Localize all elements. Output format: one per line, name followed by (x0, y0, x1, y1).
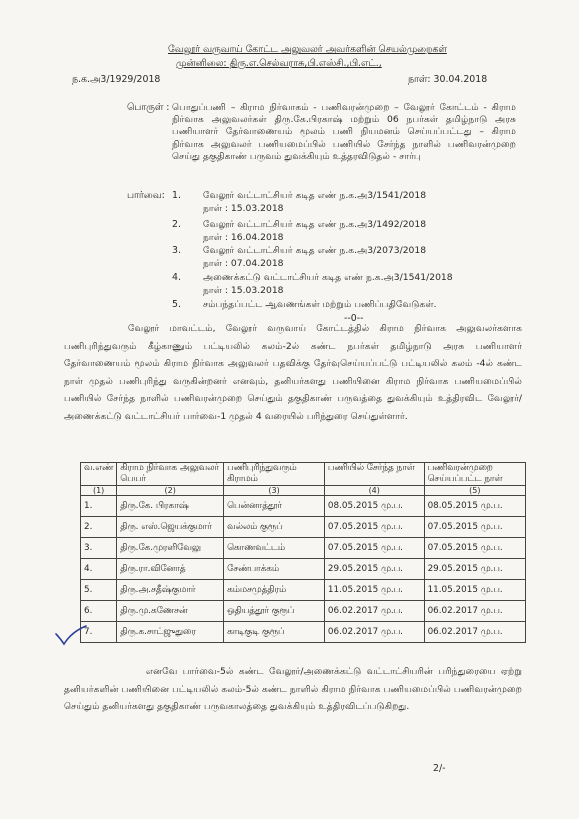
table-cell: 29.05.2015 மு.ப. (424, 559, 525, 580)
table-row (81, 622, 526, 643)
table-cell: சேண்பாக்கம் (224, 559, 325, 580)
table-cell: திரு.ரா.வினோத் (117, 559, 224, 580)
table-cell: 11.05.2015 மு.ப. (424, 580, 525, 601)
table-cell: திரு.அ.சதீஷ்குமார் (117, 580, 224, 601)
table-cell: 3. (81, 538, 117, 559)
table-row (81, 580, 526, 601)
reference-line: அணைக்கட்டு வட்டாட்சியர் கடித எண் ந.க.அ3/1541/2018 (203, 272, 453, 283)
table-row (81, 538, 526, 559)
column-header: பணிவரன்முறை செய்யப்பட்ட நாள் (424, 463, 525, 486)
reference-number: 5. (172, 299, 181, 310)
column-header: வ.எண் (81, 463, 117, 486)
table-cell: வல்லம் குரூப் (224, 517, 325, 538)
column-number: (3) (224, 486, 325, 496)
subject-text: பொதுப்பணி – கிராம நிர்வாகம் - பணிவரன்முறை – வேலூர் கோட்டம் - கிராம நிர்வாக அலுவலர்கள் திரு.கே.பிரகாஷ் மற்றும் 06 நபர்கள் தமிழ்நாடு அரசு பணியாளர் தேர்வாணையம் மூலம் பணி நியமனம் செய்யப்பட்டது – கிராம நிர்வாக அலுவலர் பணியமைப்பில் பணியில் சேர்ந்த நாளில் பணிவரன்முறை செய்து தகுதிகாண் பருவம் துவக்கியும் உத்தரவிடுதல் - சார்பு (172, 102, 516, 162)
table-cell: திரு.கே.முரளிவேலு (117, 538, 224, 559)
reference-number: 1. (172, 190, 181, 201)
table-cell: காடிகுடி குரூப் (224, 622, 325, 643)
table-cell: 08.05.2015 மு.ப. (324, 496, 424, 517)
table-cell: 06.02.2017 மு.ப. (424, 622, 525, 643)
table-cell: திரு.கே. பிரகாஷ் (117, 496, 224, 517)
table-cell: பென்னாத்தூர் (224, 496, 325, 517)
table-row (81, 496, 526, 517)
closing-paragraph: எனவே பார்வை-5ல் கண்ட வேலூர்/அணைக்கட்டு வட்டாட்சியரின் பரிந்துரையை ஏற்று தனியர்களின் பணியினை பட்டியலில் கலம்-5ல் கண்ட நாளில் கிராம நிர்வாக பணியமைப்பில் பணிவரன்முறை செய்தும் தனியர்களது தகுதிகாண் பருவகாலத்தை துவக்கியும் உத்திரவிடப்படுகிறது. (64, 666, 522, 713)
table-cell: கொணவட்டம் (224, 538, 325, 559)
reference-date: நாள் : 15.03.2018 (203, 203, 284, 214)
table-row (81, 559, 526, 580)
reference-line: வேலூர் வட்டாட்சியர் கடித எண் ந.க.அ3/2073/2018 (203, 245, 427, 256)
file-number: ந.க.அ3/1929/2018 (72, 74, 161, 85)
table-cell: ஒதியத்தூர் குரூப் (224, 601, 325, 622)
table-row (81, 601, 526, 622)
table-cell: 11.05.2015 மு.ப. (324, 580, 424, 601)
table-cell: 06.02.2017 மு.ப. (424, 601, 525, 622)
body-paragraph: வேலூர் மாவட்டம், வேலூர் வருவாய் கோட்டத்தில் கிராம நிர்வாக அலுவலர்களாக பணிபுரிந்துவரும் கீழ்காணும் பட்டியலில் கலம்-2ல் கண்ட நபர்கள் தமிழ்நாடு அரசு பணியாளர் தேர்வாணையம் மூலம் கிராம நிர்வாக அலுவலர் பதவிக்கு தேர்வுசெய்யப்பட்டு பட்டியலில் கலம் -4ல் கண்ட நாள் முதல் பணிபுரிந்து வருகின்றனர் எனவும், தனியர்களது பணியினை கிராம நிர்வாக பணியமைப்பில் பணியில் சேர்ந்த நாளில் பணிவரன்முறை செய்தும் தகுதிகாண் பருவத்தை துவக்கியும் உத்திரவிட வேலூர்/அணைக்கட்டு வட்டாட்சியர் பார்வை-1 முதல் 4 வரையில் பரிந்துரை செய்துள்ளார். (64, 323, 522, 422)
reference-line: வேலூர் வட்டாட்சியர் கடித எண் ந.க.அ3/1541/2018 (203, 190, 427, 201)
handwritten-check-mark (54, 624, 88, 646)
document-date: நாள்: 30.04.2018 (408, 74, 488, 85)
table-cell: 07.05.2015 மு.ப. (424, 538, 525, 559)
reference-date: நாள் : 16.04.2018 (203, 232, 284, 243)
table-cell: கம்மசமுத்திரம் (224, 580, 325, 601)
reference-number: 4. (172, 272, 181, 283)
subject-label: பொருள் : (127, 102, 170, 113)
table-cell: திரு. எஸ்.ஜெயக்குமார் (117, 517, 224, 538)
column-header: பணிபுரிந்துவரும் கிராமம் (224, 463, 325, 486)
table-cell: திரு.க.சாட்ஜுதுரை (117, 622, 224, 643)
table-cell: 08.05.2015 மு.ப. (424, 496, 525, 517)
column-header: கிராம நிர்வாக அலுவலர் பெயர் (117, 463, 224, 486)
table-cell: திரு.மு.கணேசன் (117, 601, 224, 622)
table-cell: 6. (81, 601, 117, 622)
table-cell: 4. (81, 559, 117, 580)
page-marker: 2/- (433, 763, 446, 774)
table-cell: 7. (81, 622, 117, 643)
reference-line: வேலூர் வட்டாட்சியர் கடித எண் ந.க.அ3/1492/2018 (203, 219, 427, 230)
reference-date: நாள் : 15.03.2018 (203, 285, 284, 296)
column-number: (1) (81, 486, 117, 496)
table-cell: 07.05.2015 மு.ப. (324, 517, 424, 538)
column-number: (4) (324, 486, 424, 496)
table-cell: 1. (81, 496, 117, 517)
column-number: (2) (117, 486, 224, 496)
separator: --0-- (344, 313, 364, 324)
reference-number: 2. (172, 219, 181, 230)
reference-number: 3. (172, 245, 181, 256)
presence-line: முன்னிலை: திரு.எ.செல்வராசு,பி.எஸ்சி.,பி.எட்., (176, 58, 382, 69)
table-cell: 07.05.2015 மு.ப. (424, 517, 525, 538)
table-cell: 29.05.2015 மு.ப. (324, 559, 424, 580)
table-cell: 07.05.2015 மு.ப. (324, 538, 424, 559)
vao-table (80, 462, 526, 643)
references-label: பார்வை: (127, 190, 165, 201)
table-cell: 5. (81, 580, 117, 601)
table-cell: 2. (81, 517, 117, 538)
reference-date: நாள் : 07.04.2018 (203, 258, 284, 269)
column-number-row (81, 486, 526, 496)
table-row (81, 517, 526, 538)
office-title: வேலூர் வருவாய் கோட்ட அலுவலர் அவர்களின் செயல்முறைகள் (168, 44, 447, 55)
column-header: பணியில் சேர்ந்த நாள் (324, 463, 424, 486)
table-cell: 06.02.2017 மு.ப. (324, 622, 424, 643)
reference-line: சம்பந்தப்பட்ட ஆவணங்கள் மற்றும் பணிப்பதிவேடுகள். (203, 299, 437, 310)
table-cell: 06.02.2017 மு.ப. (324, 601, 424, 622)
table-header-row (81, 463, 526, 486)
column-number: (5) (424, 486, 525, 496)
